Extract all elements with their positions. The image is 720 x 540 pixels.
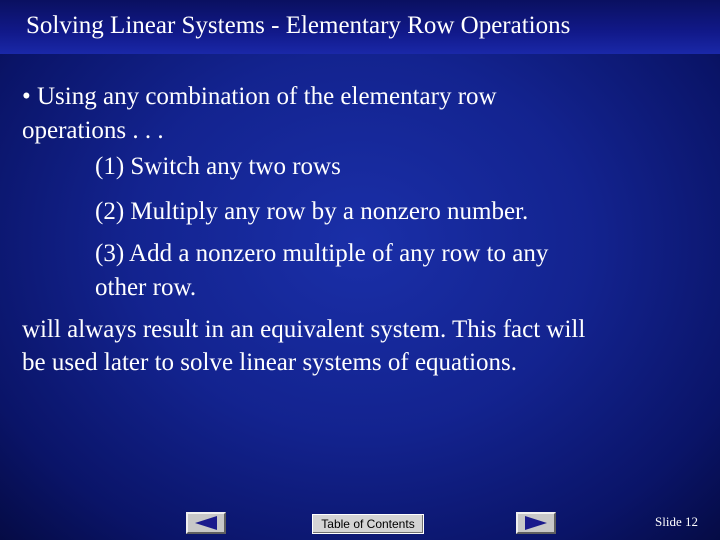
conclusion-line-1: will always result in an equivalent system. This fact will [22,316,586,343]
operation-3-line-1: (3) Add a nonzero multiple of any row to any [95,240,549,267]
conclusion-line-2: be used later to solve linear systems of equations. [22,349,518,376]
triangle-left-icon [191,515,221,531]
previous-slide-button[interactable] [186,512,226,534]
table-of-contents-button[interactable]: Table of Contents [312,514,424,534]
slide-title: Solving Linear Systems - Elementary Row Operations [26,12,571,39]
slide-number: Slide 12 [655,514,698,529]
next-slide-button[interactable] [516,512,556,534]
operation-3-line-2: other row. [95,274,197,301]
operation-1: (1) Switch any two rows [95,153,341,180]
triangle-right-icon [521,515,551,531]
title-bar [0,0,720,54]
bullet-line-1: • Using any combination of the elementary row [22,83,497,110]
operation-2: (2) Multiply any row by a nonzero number. [95,198,529,225]
bullet-line-2: operations . . . [22,117,164,144]
